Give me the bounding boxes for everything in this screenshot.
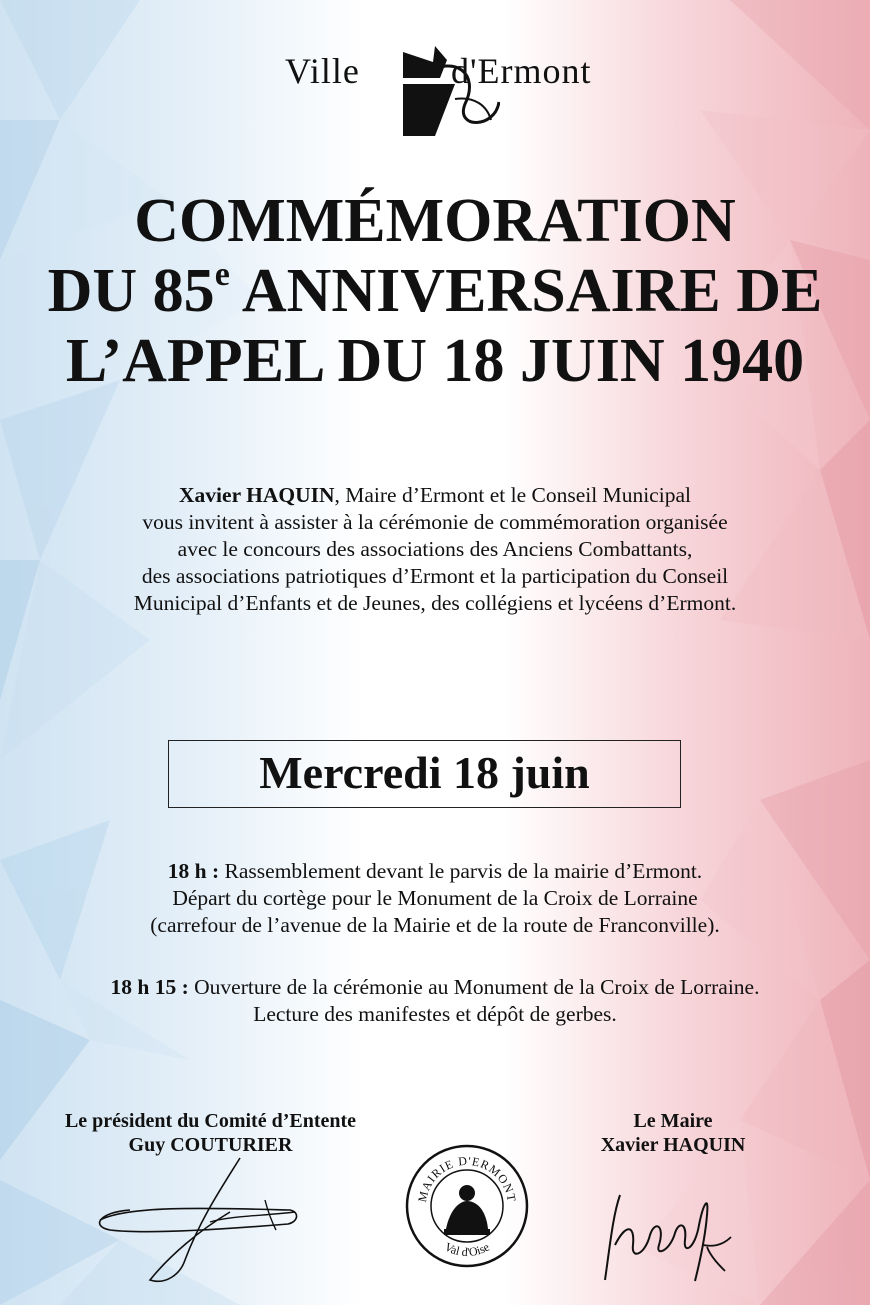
logo-text-ville: Ville — [285, 51, 360, 91]
president-signature — [90, 1150, 310, 1290]
invitation-paragraph — [20, 482, 850, 617]
invite-line-5: Municipal d’Enfants et de Jeunes, des collégiens et lycéens d’Ermont. — [133, 591, 737, 615]
signatory-left-name: Guy COUTURIER — [128, 1134, 293, 1156]
signatory-left-role: Le président du Comité d’Entente — [64, 1110, 357, 1132]
invite-line-3: avec le concours des associations des Anciens Combattants, — [177, 537, 693, 561]
stamp-top-text: MAIRIE D'ERMONT — [414, 1153, 519, 1204]
title-ordinal: e — [214, 256, 230, 293]
signatory-right-name: Xavier HAQUIN — [600, 1134, 746, 1156]
invite-line-1: , Maire d’Ermont et le Conseil Municipal — [334, 483, 691, 507]
schedule-line: Départ du cortège pour le Monument de la Croix de Lorraine — [172, 886, 698, 910]
mayor-signature — [595, 1185, 735, 1285]
event-title — [0, 186, 870, 396]
title-line-1: COMMÉMORATION — [134, 187, 736, 255]
schedule-line: Lecture des manifestes et dépôt de gerbes. — [253, 1002, 617, 1026]
schedule-time: 18 h : — [167, 859, 220, 883]
schedule-line: Rassemblement devant le parvis de la mairie d’Ermont. — [219, 859, 703, 883]
stamp-bottom-text: Val d'Oise — [442, 1239, 492, 1260]
schedule-time: 18 h 15 : — [110, 975, 189, 999]
title-line-2-post: ANNIVERSAIRE DE — [229, 257, 823, 325]
schedule-line: Ouverture de la cérémonie au Monument de la Croix de Lorraine. — [188, 975, 760, 999]
signatory-right-role: Le Maire — [633, 1110, 713, 1132]
signatory-right — [558, 1109, 788, 1157]
schedule-item — [0, 974, 870, 1028]
event-date: Mercredi 18 juin — [168, 740, 681, 808]
town-hall-stamp — [404, 1143, 530, 1269]
mayor-name: Xavier HAQUIN — [179, 483, 335, 507]
invite-line-4: des associations patriotiques d’Ermont et la participation du Conseil — [141, 564, 729, 588]
city-logo — [285, 44, 630, 136]
schedule-item — [0, 858, 870, 939]
schedule-line: (carrefour de l’avenue de la Mairie et de la route de Franconville). — [150, 913, 720, 937]
title-line-3: L’APPEL DU 18 JUIN 1940 — [65, 327, 805, 395]
logo-text-ermont: d'Ermont — [451, 51, 592, 91]
invite-line-2: vous invitent à assister à la cérémonie de commémoration organisée — [142, 510, 728, 534]
title-line-2-pre: DU 85 — [47, 257, 215, 325]
